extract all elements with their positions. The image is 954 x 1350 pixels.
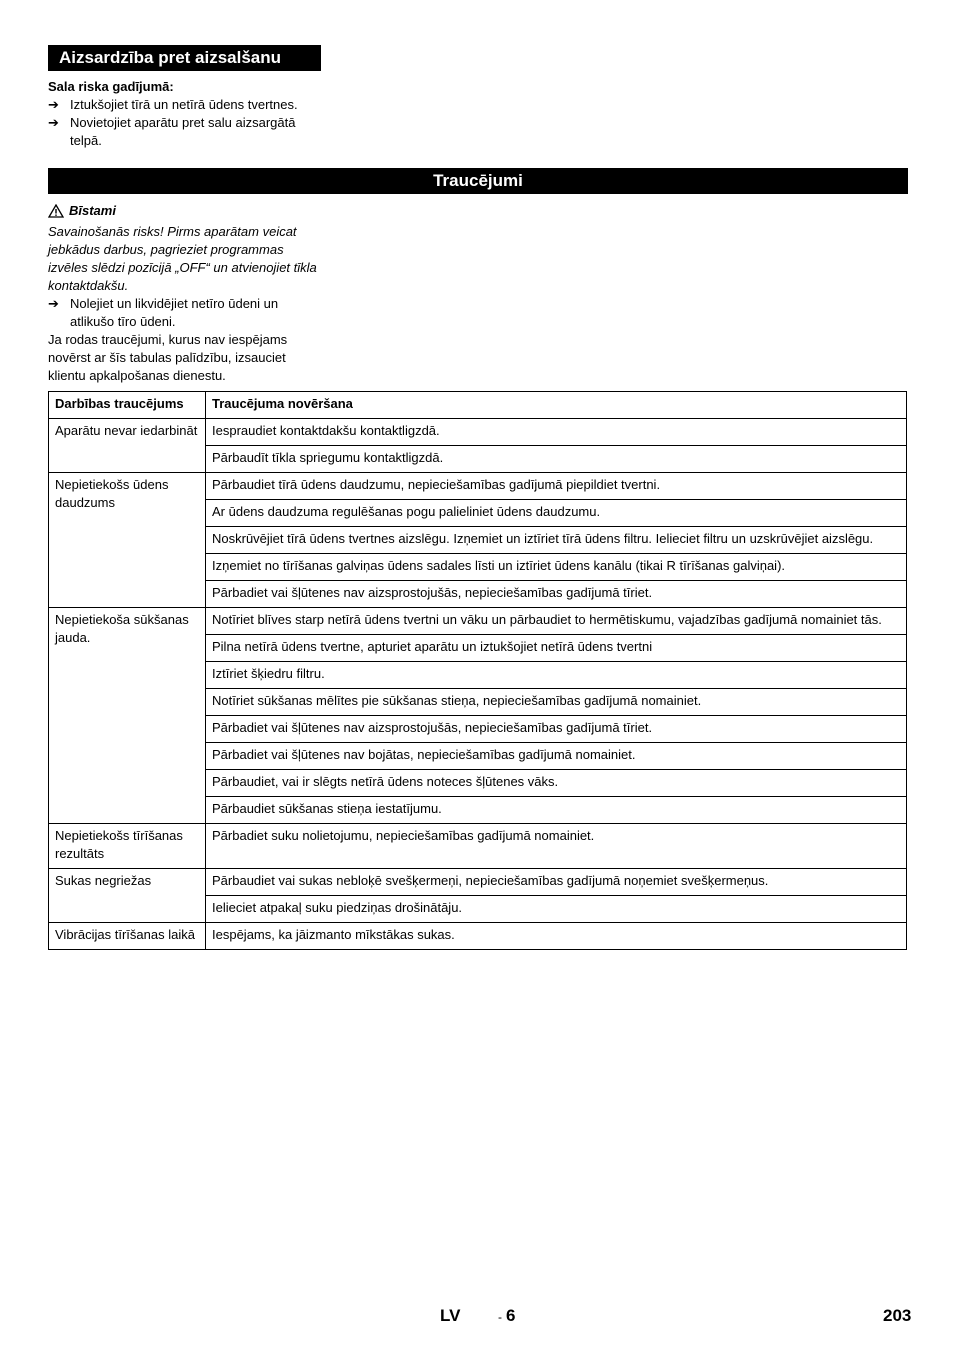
footer-page-number: 203: [883, 1306, 912, 1325]
fault-cell: Sukas negriežas: [49, 869, 206, 923]
remedy-cell: Pilna netīrā ūdens tvertne, apturiet aparātu un iztukšojiet netīrā ūdens tvertni: [206, 635, 907, 662]
footer-language: LV: [440, 1306, 461, 1325]
frost-step-1-text: Iztukšojiet tīrā un netīrā ūdens tvertnes.: [70, 97, 298, 112]
remedy-cell: Pārbadiet vai šļūtenes nav aizsprostojušās, nepieciešamības gadījumā tīriet.: [206, 581, 907, 608]
drain-step: [48, 295, 323, 331]
frost-subtitle: Sala riska gadījumā:: [48, 79, 174, 94]
remedy-cell: Pārbaudiet vai sukas nebloķē svešķermeņi, nepieciešamības gadījumā noņemiet svešķermeņus.: [206, 869, 907, 896]
service-note: Ja rodas traucējumi, kurus nav iespējams novērst ar šīs tabulas palīdzību, izsauciet klientu apkalpošanas dienestu.: [48, 332, 288, 383]
table-header-row: [49, 392, 907, 419]
warning-triangle-icon: [48, 204, 64, 218]
danger-label-line: [48, 202, 323, 220]
fault-cell: Nepietiekošs ūdens daudzums: [49, 473, 206, 608]
frost-step-2: [48, 114, 323, 150]
arrow-right-icon: ➔: [48, 296, 59, 311]
frost-step-1: [48, 96, 323, 114]
remedy-cell: Ar ūdens daudzuma regulēšanas pogu palieliniet ūdens daudzumu.: [206, 500, 907, 527]
remedy-cell: Ielieciet atpakaļ suku piedziņas drošinātāju.: [206, 896, 907, 923]
remedy-cell: Notīriet blīves starp netīrā ūdens tvertni un vāku un pārbaudiet to hermētiskumu, vajadzības gadījumā nomainiet tās.: [206, 608, 907, 635]
section-title-troubleshooting: Traucējumi: [48, 168, 908, 194]
remedy-cell: Pārbaudiet, vai ir slēgts netīrā ūdens noteces šļūtenes vāks.: [206, 770, 907, 797]
table-body: [49, 419, 907, 950]
fault-cell: Nepietiekoša sūkšanas jauda.: [49, 608, 206, 824]
remedy-cell: Iespējams, ka jāizmanto mīkstākas sukas.: [206, 923, 907, 950]
remedy-cell: Pārbadiet vai šļūtenes nav bojātas, nepieciešamības gadījumā nomainiet.: [206, 743, 907, 770]
fault-cell: Nepietiekošs tīrīšanas rezultāts: [49, 824, 206, 869]
danger-text: Savainošanās risks! Pirms aparātam veicat jebkādus darbus, pagrieziet programmas izvēles slēdzi pozīcijā „OFF“ un atvienojiet tīkla kontaktdakšu.: [48, 224, 317, 293]
footer-dash: -: [498, 1310, 502, 1324]
remedy-cell: Notīriet sūkšanas mēlītes pie sūkšanas stieņa, nepieciešamības gadījumā nomainiet.: [206, 689, 907, 716]
drain-step-text: Nolejiet un likvidējiet netīro ūdeni un atlikušo tīro ūdeni.: [70, 296, 279, 329]
header-remedy: Traucējuma novēršana: [206, 392, 907, 419]
danger-label: Bīstami: [69, 203, 116, 218]
remedy-cell: Iztīriet šķiedru filtru.: [206, 662, 907, 689]
remedy-cell: Iespraudiet kontaktdakšu kontaktligzdā.: [206, 419, 907, 446]
fault-cell: Aparātu nevar iedarbināt: [49, 419, 206, 473]
arrow-right-icon: ➔: [48, 97, 59, 112]
table-row: [49, 824, 907, 869]
section-title-frost-protection: Aizsardzība pret aizsalšanu: [48, 45, 321, 71]
frost-step-2-text: Novietojiet aparātu pret salu aizsargātā telpā.: [70, 115, 296, 148]
footer-sub-page: 6: [506, 1306, 516, 1325]
table-row: [49, 419, 907, 446]
remedy-cell: Pārbadiet vai šļūtenes nav aizsprostojušās, nepieciešamības gadījumā tīriet.: [206, 716, 907, 743]
table-row: [49, 869, 907, 896]
table-row: [49, 608, 907, 635]
remedy-cell: Pārbaudiet tīrā ūdens daudzumu, nepieciešamības gadījumā piepildiet tvertni.: [206, 473, 907, 500]
remedy-cell: Pārbaudiet sūkšanas stieņa iestatījumu.: [206, 797, 907, 824]
frost-protection-block: [48, 78, 323, 150]
remedy-cell: Izņemiet no tīrīšanas galviņas ūdens sadales līsti un iztīriet ūdens kanālu (tikai R tīrīšanas galviņai).: [206, 554, 907, 581]
remedy-cell: Noskrūvējiet tīrā ūdens tvertnes aizslēgu. Izņemiet un iztīriet tīrā ūdens filtru. Ielieciet filtru un uzskrūvējiet aizslēgu.: [206, 527, 907, 554]
arrow-right-icon: ➔: [48, 115, 59, 130]
remedy-cell: Pārbadiet suku nolietojumu, nepieciešamības gadījumā nomainiet.: [206, 824, 907, 869]
troubleshooting-intro: [48, 202, 323, 385]
remedy-cell: Pārbaudīt tīkla spriegumu kontaktligzdā.: [206, 446, 907, 473]
header-fault: Darbības traucējums: [49, 392, 206, 419]
fault-cell: Vibrācijas tīrīšanas laikā: [49, 923, 206, 950]
troubleshooting-table: [48, 391, 907, 950]
table-row: [49, 923, 907, 950]
table-row: [49, 473, 907, 500]
